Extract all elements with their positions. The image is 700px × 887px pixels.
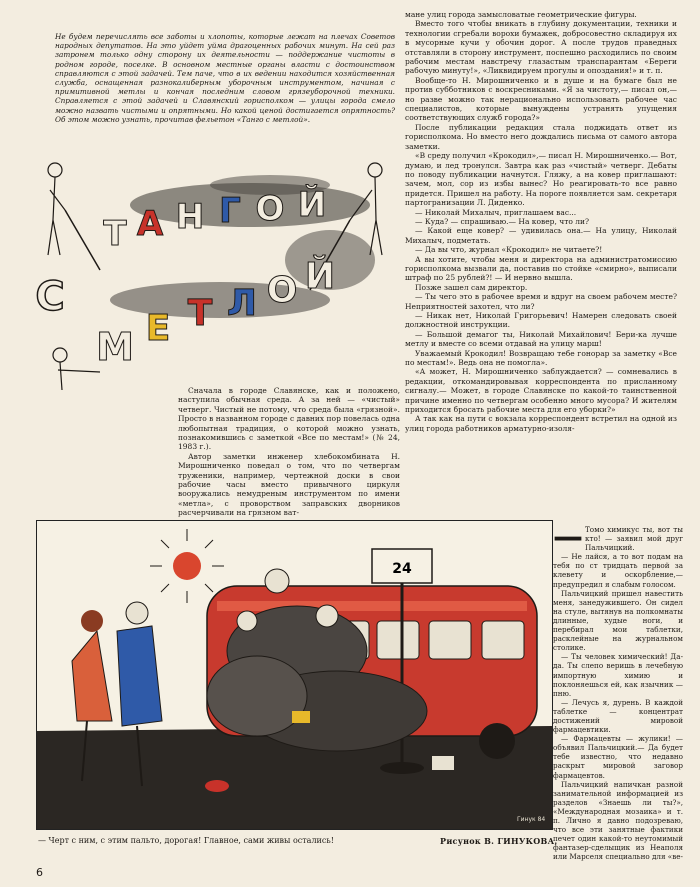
cartoon-caption: — Черт с ним, с этим пальто, дорогая! Главное, сами живы остались! [38,836,334,845]
title-illustration [20,150,400,390]
paragraph: А вы хотите, чтобы меня и директора на администратомиссию горисполкома вызвали да, поставив по стойке «смирно», выписали штраф по 25 рублей?! — И нервно вышла. [405,254,677,283]
paragraph: — Фармацевты — жулики! — объявил Пальчицкий.— Да будет тебе известно, что недавно раскрыт мировой заговор фармацевтов. [553,734,683,780]
paragraph: Пальчицкий напичкан разной занимательной информацией из разделов «Знаешь ли ты?», «Международная мозаика» и т. п. Лично я давно подозреваю, что все эти занятные фактики печет один какой-то неутомимый фантазер-сделыщик из Неаполя или Марселя специально для «ве- [553,779,683,862]
paragraph: А так как на пути с вокзала корреспондент встретил на одной из улиц города работников арматурно-изоля- [405,414,677,433]
title-letter: Й [297,185,327,225]
bus-stop-number: 24 [392,561,412,577]
page-number: 6 [36,866,43,879]
title-letter: Т [103,214,127,254]
title-letter: А [136,204,164,244]
sun-icon [150,529,224,603]
title-letter: О [266,270,298,311]
intro-paragraph: Не будем перечислять все заботы и хлопоты, которые лежат на плечах Советов народных депутатов. На это уйдет уйма драгоценных рабочих минут. На сей раз затронем только одну сторону их деятельности — поддержание чистоты в родном городе, поселке. В основном местные органы власти с достоинством справляются с этой задачей. Тем паче, что в их ведении находится хозяйственная служба, оснащенная разнокалиберным уборочным инструментом, начиная с примитивной метлы и кончая последним словом грязеуборочной техники. Справляется с этой задачей и Славянский горисполком — улицы города смело можно назвать чистыми и опрятными. Но какой ценой достигается опрятность? Об этом можно узнать, прочитав фельетон «Танго с метлой». [55,32,395,124]
side-column [553,520,683,862]
title-letter: Л [227,283,257,324]
paragraph: — Какой еще ковер? — удивилась она.— На улицу, Николай Михалыч, подметать. [405,226,677,245]
illustration-credit: Рисунок В. ГИНУКОВА. [440,836,558,846]
paragraph: Сначала в городе Славянске, как и положено, наступила обычная среда. А за ней — «чистый» четверг. Чистый не потому, что среда была «грязной». Просто в названном городе с давних пор повелась одна любопытная традиция, о которой можно узнать, познакомившись с заметкой «Все по местам!» (№ 24, 1983 г.). [178,386,400,452]
title-letter: Е [145,308,171,349]
paragraph: — Ты чего это в рабочее время и вдруг на своем рабочем месте? Неприятностей захотел, что ли? [405,292,677,311]
title-letter: О [255,189,285,229]
title-letter: Н [175,197,205,237]
dropcap: — [553,520,583,555]
title-letter-s: С [35,274,65,320]
paragraph: мане улиц города замысловатые геометрические фигуры. [405,10,637,19]
left-column [178,386,400,518]
paragraph: Вместо того чтобы вникать в глубину документации, техники и технологии сгребали ворохи бумажек, добросовестно складируя их в мусорные кучи у обочин дорог. А после трудов праведных отставляли в сторону инструмент, поспешно расходились по своим рабочим местам навстречу глазастым транспарантам «Береги рабочую минуту!», «Ликвидируем прогулы и опоздания!» и т. п. [405,19,677,76]
title-letter: Г [219,191,241,231]
paragraph: После публикации редакция стала поджидать ответ из горисполкома. Но вместо него дождались письма от самого автора заметки. [405,122,677,151]
paragraph: — Ты человек химический! Да-да. Ты слепо веришь в лечебную импортную химию и поклоняешься ей, как язычник — пню. [553,652,683,698]
paragraph: — Большой демагог ты, Николай Михайлович! Бери-ка лучше метлу и вместе со всеми отдавай на улицу марш! [405,329,677,349]
paragraph: — Куда? — спрашиваю.— На ковер, что ли? [415,216,590,226]
right-column [405,10,677,433]
cartoon-illustration [36,520,553,830]
paragraph: — Не лайся, а то вот подам на тебя по ст тридцать первой за клевету и оскорбление,— предупредил я слабым голосом. [553,552,683,589]
paragraph: Автор заметки инженер хлебокомбината Н. Мирошниченко поведал о том, что по четвергам труженики, например, чертежной доски в свои рабочие часы вместо привычного циркуля вооружались немудреным инструментом по имени «метла», с проворством заправских дворников расчерчивали на грязном ват- [178,451,400,518]
artist-signature: Гинук 84 [517,816,546,823]
paragraph: — Лечусь я, дурень. В каждой таблетке — концентрат достижений мировой фармацевтики. [553,697,683,735]
paragraph: Вообще-то Н. Мирошниченко и в душе и на бумаге был не против субботников с воскресниками. «Я за чистоту,— писал он,— но разве можно так нерационально использовать рабочее час специалистов, которые вынуждены устранять упущения соответствующих служб города?» [405,75,677,123]
paragraph: — Николай Михалыч, приглашаем вас... [415,207,577,217]
paragraph: «А может, Н. Мирошниченко заблуждается? — сомневались в редакции, откомандировывая корреспондента по присланному сигналу.— Может, в городе Славянске по какой-то таинственной причине именно по четвергам особенно много мусора? И жителям приходится бросать рабочие места для его уборки?» [405,367,677,415]
paragraph: Позже зашел сам директор. [415,282,528,292]
paragraph: Уважаемый Крокодил! Возвращаю тебе гонорар за заметку «Все по местам!». Ведь она не помогла». [405,348,677,368]
title-letter: Й [304,256,336,297]
paragraph: Томо химикус ты, вот ты кто! — заявил мой друг Пальчицкий. [585,525,683,553]
title-letter: М [96,325,134,369]
paragraph: Пальчицкий пришел навестить меня, занедужившего. Он сидел на стуле, вытянув на полкомнаты длинные, худые ноги, и перебирал мои таблетки, расклейные на журнальном столике. [553,588,683,653]
paragraph: — Да вы что, журнал «Крокодил» не читаете?! [415,245,603,255]
paragraph: — Никак нет, Николай Григорьевич! Намерен следовать своей должностной инструкции. [405,311,677,330]
title-letter: Т [187,293,213,334]
paragraph: «В среду получил «Крокодил»,— писал Н. Мирошниченко.— Вот, думаю, и лед тронулся. Завтра как раз «чистый» четверг. Дебаты по поводу публикации начнутся. Гляжу, а на ковер приглашают: зачем, мол, сор из избы вынес? Но реагировать-то все равно придется. Пришел на работу. На пороге появляется зам. секретаря партогранизации Л. Диденко. [405,151,677,208]
